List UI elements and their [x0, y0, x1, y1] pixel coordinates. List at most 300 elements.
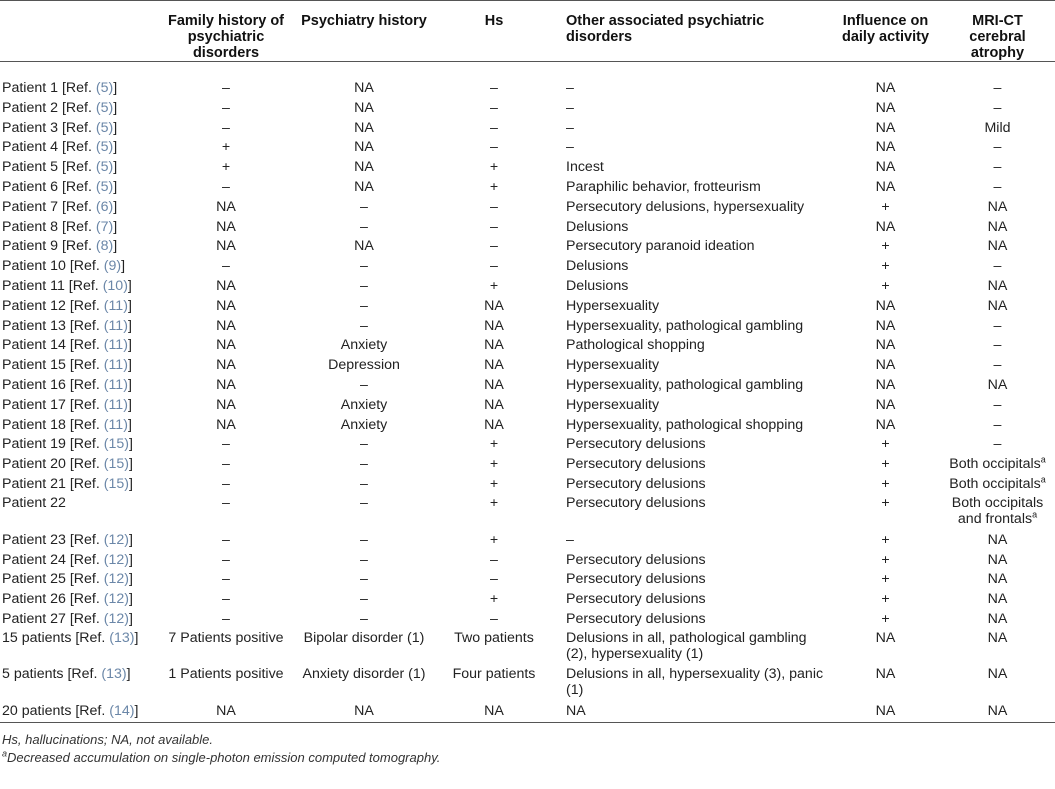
patient-label: Patient 23 [Ref.	[2, 531, 104, 548]
cell-hs-text: –	[490, 551, 498, 568]
cell-psychiatry-history	[294, 198, 434, 218]
table-row	[0, 475, 1055, 495]
cell-hs	[434, 610, 554, 630]
cell-other-disorders	[554, 277, 831, 297]
cell-mri-ct-text: NA	[987, 702, 1008, 719]
cell-other-disorders-text: Persecutory delusions	[566, 591, 706, 608]
table-row	[0, 495, 1055, 531]
cell-other-disorders	[554, 495, 831, 531]
cell-daily-activity-text: +	[881, 258, 890, 275]
reference-link[interactable]: (5)	[95, 80, 114, 96]
cell-daily-activity	[831, 475, 940, 495]
table-row	[0, 317, 1055, 337]
cell-other-disorders-text: Hypersexuality	[566, 297, 660, 314]
cell-mri-ct-text: NA	[987, 277, 1008, 294]
cell-psychiatry-history	[294, 277, 434, 297]
cell-family-history-text: 7 Patients positive	[168, 629, 284, 646]
cell-psychiatry-history-text: NA	[354, 80, 374, 96]
cell-other-disorders-text: Paraphilic behavior, frotteurism	[566, 178, 761, 195]
cell-hs	[434, 119, 554, 139]
patient-label: Patient 17 [Ref.	[2, 396, 104, 413]
cell-patient: Patient 19 [Ref. (15)]	[2, 436, 133, 453]
cell-patient: Patient 1 [Ref. (5)]	[2, 80, 118, 96]
patient-label: 20 patients [Ref.	[2, 702, 110, 719]
cell-psychiatry-history	[294, 356, 434, 376]
reference-link[interactable]: (11)	[103, 317, 128, 334]
cell-hs-text: –	[490, 610, 498, 627]
reference-link[interactable]: (5)	[95, 178, 114, 195]
cell-patient: Patient 16 [Ref. (11)]	[2, 376, 132, 393]
cell-other-disorders	[554, 475, 831, 495]
footnote-marker: a	[1040, 474, 1046, 485]
col-header-psychiatry-history: Psychiatry history	[301, 13, 427, 29]
reference-link[interactable]: (11)	[103, 337, 128, 354]
cell-mri-ct-text: –	[993, 139, 1002, 156]
cell-mri-ct	[940, 435, 1055, 455]
reference-link[interactable]: (8)	[95, 238, 114, 255]
cell-daily-activity	[831, 158, 940, 178]
cell-psychiatry-history-text: NA	[354, 178, 374, 195]
cell-hs-text: +	[489, 178, 499, 195]
cell-other-disorders	[554, 158, 831, 178]
reference-link[interactable]: (11)	[103, 357, 128, 374]
cell-hs	[434, 62, 554, 99]
cell-hs	[434, 237, 554, 257]
cell-psychiatry-history	[294, 376, 434, 396]
cell-psychiatry-history	[294, 158, 434, 178]
table-row	[0, 551, 1055, 571]
cell-psychiatry-history-text: NA	[354, 159, 374, 176]
table-row	[0, 198, 1055, 218]
cell-psychiatry-history-text: NA	[354, 99, 374, 116]
cell-daily-activity-text: NA	[875, 99, 896, 116]
reference-link[interactable]: (5)	[95, 119, 114, 136]
cell-daily-activity-text: NA	[875, 665, 896, 682]
cell-family-history-text: NA	[216, 396, 236, 413]
cell-other-disorders-text: Delusions in all, hypersexuality (3), panic (1)	[566, 665, 824, 698]
cell-psychiatry-history	[294, 590, 434, 610]
cell-family-history	[158, 356, 294, 376]
cell-psychiatry-history	[294, 257, 434, 277]
reference-link[interactable]: (15)	[103, 456, 129, 473]
patient-label: Patient 5 [Ref.	[2, 159, 96, 176]
cell-family-history	[158, 396, 294, 416]
cell-mri-ct	[940, 218, 1055, 238]
patient-label: Patient 1 [Ref.	[2, 80, 96, 96]
cell-daily-activity-text: NA	[875, 317, 896, 334]
patient-label: Patient 15 [Ref.	[2, 357, 104, 374]
cell-psychiatry-history-text: Anxiety	[340, 416, 388, 433]
reference-link[interactable]: (15)	[103, 436, 129, 453]
cell-daily-activity-text: NA	[875, 159, 896, 176]
cell-family-history-text: –	[222, 551, 230, 568]
cell-hs	[434, 495, 554, 531]
cell-psychiatry-history-text: –	[360, 531, 368, 548]
reference-link[interactable]: (5)	[95, 159, 114, 176]
cell-mri-ct-text: NA	[987, 218, 1008, 235]
cell-patient: Patient 8 [Ref. (7)]	[2, 218, 118, 235]
cell-daily-activity	[831, 336, 940, 356]
cell-mri-ct-text: –	[993, 396, 1002, 413]
table-row	[0, 531, 1055, 551]
cell-hs	[434, 666, 554, 702]
table-row	[0, 702, 1055, 722]
cell-hs-text: +	[489, 159, 499, 176]
reference-link[interactable]: (11)	[103, 396, 128, 413]
cell-daily-activity	[831, 62, 940, 99]
cell-psychiatry-history-text: –	[360, 297, 368, 314]
cell-psychiatry-history-text: –	[360, 494, 368, 511]
cell-family-history-text: NA	[216, 376, 236, 393]
cell-mri-ct	[940, 376, 1055, 396]
cell-patient: Patient 18 [Ref. (11)]	[2, 416, 132, 433]
patient-label: Patient 12 [Ref.	[2, 297, 104, 314]
reference-link[interactable]: (11)	[103, 416, 128, 433]
cell-daily-activity-text: NA	[875, 416, 896, 433]
cell-daily-activity-text: NA	[875, 297, 896, 314]
cell-other-disorders	[554, 416, 831, 436]
cell-daily-activity	[831, 376, 940, 396]
cell-psychiatry-history-text: –	[360, 218, 368, 235]
cell-patient: Patient 23 [Ref. (12)]	[2, 531, 133, 548]
cell-daily-activity	[831, 277, 940, 297]
cell-daily-activity	[831, 317, 940, 337]
cell-mri-ct	[940, 570, 1055, 590]
cell-psychiatry-history	[294, 62, 434, 99]
reference-link[interactable]: (12)	[103, 551, 129, 568]
cell-mri-ct	[940, 237, 1055, 257]
table-row	[0, 376, 1055, 396]
cell-psychiatry-history-text: NA	[354, 119, 374, 136]
patient-label: Patient 7 [Ref.	[2, 198, 96, 215]
cell-daily-activity-text: NA	[875, 139, 896, 156]
cell-patient: Patient 21 [Ref. (15)]	[2, 475, 133, 492]
cell-other-disorders-text: Hypersexuality, pathological gambling	[566, 317, 804, 334]
cell-mri-ct-text: NA	[987, 591, 1008, 608]
cell-family-history-text: NA	[216, 297, 236, 314]
cell-other-disorders	[554, 237, 831, 257]
cell-other-disorders-text: Hypersexuality	[566, 357, 660, 374]
cell-psychiatry-history-text: NA	[354, 139, 374, 156]
cell-hs-text: +	[489, 456, 499, 473]
cell-hs-text: –	[490, 218, 498, 235]
cell-family-history	[158, 666, 294, 702]
cell-psychiatry-history	[294, 570, 434, 590]
reference-link[interactable]: (12)	[103, 571, 129, 588]
table-row	[0, 416, 1055, 436]
cell-daily-activity-text: +	[881, 475, 890, 492]
patient-label: Patient 8 [Ref.	[2, 218, 96, 235]
cell-hs-text: –	[490, 80, 498, 96]
table-row	[0, 297, 1055, 317]
col-header-hs: Hs	[484, 13, 504, 29]
cell-other-disorders	[554, 590, 831, 610]
footnote-a-marker: a	[2, 748, 8, 759]
cell-hs	[434, 475, 554, 495]
cell-other-disorders-text: NA	[566, 702, 586, 719]
cell-psychiatry-history	[294, 495, 434, 531]
table-row	[0, 277, 1055, 297]
cell-daily-activity	[831, 590, 940, 610]
cell-mri-ct	[940, 99, 1055, 119]
table-row	[0, 178, 1055, 198]
cell-daily-activity	[831, 198, 940, 218]
cell-family-history-text: –	[222, 80, 230, 96]
cell-family-history	[158, 198, 294, 218]
cell-hs	[434, 376, 554, 396]
cell-daily-activity-text: +	[881, 494, 890, 511]
cell-mri-ct	[940, 702, 1055, 722]
cell-daily-activity-text: +	[881, 436, 890, 453]
cell-psychiatry-history-text: NA	[354, 702, 374, 719]
cell-patient: 5 patients [Ref. (13)]	[2, 665, 131, 682]
cell-family-history-text: +	[221, 159, 231, 176]
cell-patient: Patient 9 [Ref. (8)]	[2, 238, 118, 255]
reference-link[interactable]: (12)	[103, 531, 129, 548]
cell-daily-activity-text: NA	[875, 702, 896, 719]
cell-family-history-text: NA	[216, 357, 236, 374]
table-row	[0, 138, 1055, 158]
patient-label: Patient 18 [Ref.	[2, 416, 104, 433]
cell-other-disorders	[554, 455, 831, 475]
patient-label: Patient 9 [Ref.	[2, 238, 96, 255]
cell-daily-activity	[831, 435, 940, 455]
cell-daily-activity-text: NA	[875, 337, 896, 354]
cell-daily-activity	[831, 99, 940, 119]
cell-hs-text: Four patients	[452, 665, 536, 682]
cell-psychiatry-history	[294, 475, 434, 495]
cell-mri-ct	[940, 158, 1055, 178]
cell-other-disorders	[554, 119, 831, 139]
cell-other-disorders-text: Pathological shopping	[566, 337, 705, 354]
cell-other-disorders	[554, 198, 831, 218]
cell-other-disorders	[554, 297, 831, 317]
reference-link[interactable]: (12)	[103, 610, 129, 627]
reference-link[interactable]: (9)	[103, 258, 122, 275]
cell-daily-activity-text: NA	[875, 178, 896, 195]
cell-family-history	[158, 590, 294, 610]
cell-mri-ct-text: NA	[987, 610, 1008, 627]
cell-mri-ct	[940, 495, 1055, 531]
cell-family-history	[158, 158, 294, 178]
cell-mri-ct-text: Both occipitals and frontals	[951, 494, 1044, 527]
cell-mri-ct-text: –	[993, 258, 1002, 275]
cell-psychiatry-history-text: Anxiety	[340, 337, 388, 354]
cell-hs-text: NA	[484, 357, 504, 374]
patient-label: Patient 26 [Ref.	[2, 591, 104, 608]
cell-psychiatry-history	[294, 317, 434, 337]
cell-psychiatry-history	[294, 178, 434, 198]
cell-mri-ct-text: NA	[987, 297, 1008, 314]
cell-mri-ct	[940, 396, 1055, 416]
cell-patient: Patient 2 [Ref. (5)]	[2, 99, 118, 116]
patient-label: Patient 13 [Ref.	[2, 317, 104, 334]
cell-family-history-text: NA	[216, 198, 236, 215]
cell-patient: 15 patients [Ref. (13)]	[2, 629, 139, 646]
reference-link[interactable]: (13)	[101, 665, 127, 682]
cell-daily-activity	[831, 237, 940, 257]
table-row	[0, 257, 1055, 277]
cell-family-history-text: NA	[216, 416, 236, 433]
reference-link[interactable]: (10)	[102, 277, 128, 294]
cell-daily-activity	[831, 257, 940, 277]
footnote-abbreviations: Hs, hallucinations; NA, not available.	[2, 731, 214, 747]
patient-label: Patient 27 [Ref.	[2, 610, 104, 627]
cell-mri-ct-text: NA	[987, 238, 1008, 255]
cell-hs-text: +	[489, 494, 499, 511]
patient-label: Patient 25 [Ref.	[2, 571, 104, 588]
reference-link[interactable]: (7)	[95, 218, 114, 235]
cell-mri-ct	[940, 356, 1055, 376]
cell-psychiatry-history	[294, 435, 434, 455]
table-row	[0, 119, 1055, 139]
cell-hs	[434, 590, 554, 610]
cell-family-history	[158, 297, 294, 317]
reference-link[interactable]: (12)	[103, 591, 129, 608]
cell-other-disorders	[554, 336, 831, 356]
cell-mri-ct-text: NA	[987, 571, 1008, 588]
cell-daily-activity-text: +	[881, 551, 890, 568]
cell-hs	[434, 297, 554, 317]
cell-psychiatry-history-text: –	[360, 198, 368, 215]
cell-other-disorders-text: Persecutory delusions	[566, 436, 706, 453]
cell-mri-ct	[940, 178, 1055, 198]
table-row	[0, 356, 1055, 376]
cell-hs-text: NA	[484, 297, 504, 314]
cell-daily-activity-text: NA	[875, 218, 896, 235]
cell-hs-text: +	[489, 475, 499, 492]
patient-label: Patient 20 [Ref.	[2, 456, 104, 473]
cell-family-history	[158, 376, 294, 396]
cell-psychiatry-history-text: –	[360, 436, 368, 453]
cell-daily-activity	[831, 531, 940, 551]
cell-other-disorders	[554, 610, 831, 630]
reference-link[interactable]: (11)	[103, 297, 128, 314]
cell-other-disorders	[554, 630, 831, 666]
cell-patient: 20 patients [Ref. (14)]	[2, 702, 139, 719]
cell-other-disorders-text: Persecutory paranoid ideation	[566, 238, 755, 255]
cell-family-history-text: –	[222, 178, 230, 195]
reference-link[interactable]: (6)	[95, 198, 114, 215]
cell-patient: Patient 26 [Ref. (12)]	[2, 591, 133, 608]
reference-link[interactable]: (13)	[109, 629, 135, 646]
cell-family-history	[158, 119, 294, 139]
table-row	[0, 237, 1055, 257]
cell-family-history-text: –	[222, 475, 230, 492]
cell-other-disorders	[554, 317, 831, 337]
cell-patient: Patient 17 [Ref. (11)]	[2, 396, 132, 413]
cell-hs	[434, 99, 554, 119]
patient-label: Patient 3 [Ref.	[2, 119, 96, 136]
cell-patient: Patient 7 [Ref. (6)]	[2, 198, 118, 215]
cell-family-history-text: NA	[216, 277, 236, 294]
reference-link[interactable]: (5)	[95, 99, 114, 116]
cell-family-history-text: –	[222, 571, 230, 588]
cell-daily-activity-text: +	[881, 456, 890, 473]
cell-family-history	[158, 610, 294, 630]
cell-family-history	[158, 416, 294, 436]
table-row	[0, 630, 1055, 666]
reference-link[interactable]: (11)	[103, 376, 128, 393]
cell-patient	[0, 495, 158, 531]
cell-other-disorders-text: Persecutory delusions	[566, 494, 706, 511]
table-row	[0, 610, 1055, 630]
cell-daily-activity	[831, 416, 940, 436]
cell-patient: Patient 25 [Ref. (12)]	[2, 571, 133, 588]
cell-mri-ct	[940, 138, 1055, 158]
cell-daily-activity-text: NA	[875, 396, 896, 413]
cell-mri-ct	[940, 531, 1055, 551]
cell-patient: Patient 4 [Ref. (5)]	[2, 139, 118, 156]
cell-mri-ct-text: –	[993, 99, 1002, 116]
table-row	[0, 455, 1055, 475]
cell-family-history	[158, 551, 294, 571]
reference-link[interactable]: (15)	[103, 475, 129, 492]
cell-psychiatry-history	[294, 702, 434, 722]
cell-daily-activity-text: NA	[875, 80, 896, 96]
cell-daily-activity-text: +	[881, 591, 890, 608]
cell-other-disorders-text: Persecutory delusions	[566, 551, 706, 568]
cell-family-history-text: –	[222, 436, 230, 453]
cell-daily-activity	[831, 455, 940, 475]
cell-mri-ct-text: –	[993, 436, 1002, 453]
cell-family-history-text: NA	[216, 218, 236, 235]
cell-hs-text: +	[489, 591, 499, 608]
cell-other-disorders	[554, 666, 831, 702]
cell-other-disorders-text: Hypersexuality, pathological gambling	[566, 376, 804, 393]
col-header-family-history: Family history of psychiatric disorders	[167, 13, 285, 61]
table-row	[0, 396, 1055, 416]
reference-link[interactable]: (14)	[109, 702, 135, 719]
cell-patient: Patient 14 [Ref. (11)]	[2, 337, 132, 354]
reference-link[interactable]: (5)	[95, 139, 114, 156]
cell-patient: Patient 13 [Ref. (11)]	[2, 317, 132, 334]
patient-label: Patient 4 [Ref.	[2, 139, 96, 156]
cell-mri-ct-text: –	[993, 357, 1002, 374]
cell-other-disorders-text: –	[566, 99, 574, 116]
col-header-daily-activity: Influence on daily activity	[841, 13, 930, 45]
cell-patient: Patient 6 [Ref. (5)]	[2, 178, 118, 195]
cell-daily-activity	[831, 178, 940, 198]
cell-hs-text: –	[490, 198, 498, 215]
cell-hs-text: –	[490, 139, 498, 156]
cell-hs	[434, 455, 554, 475]
cell-patient: Patient 27 [Ref. (12)]	[2, 610, 133, 627]
cell-patient: Patient 5 [Ref. (5)]	[2, 159, 118, 176]
cell-mri-ct	[940, 257, 1055, 277]
cell-hs-text: NA	[484, 376, 504, 393]
cell-daily-activity	[831, 356, 940, 376]
cell-psychiatry-history-text: –	[360, 610, 368, 627]
cell-other-disorders-text: Incest	[566, 159, 604, 176]
table-row	[0, 336, 1055, 356]
cell-psychiatry-history-text: Depression	[328, 357, 400, 374]
cell-daily-activity	[831, 396, 940, 416]
cell-hs-text: –	[490, 119, 498, 136]
cell-hs-text: –	[490, 571, 498, 588]
cell-hs-text: NA	[484, 396, 504, 413]
patient-label: 5 patients [Ref.	[2, 665, 102, 682]
cell-family-history	[158, 475, 294, 495]
cell-psychiatry-history-text: –	[360, 258, 368, 275]
cell-family-history	[158, 62, 294, 99]
cell-hs	[434, 570, 554, 590]
cell-patient: Patient 10 [Ref. (9)]	[2, 258, 126, 275]
cell-family-history-text: –	[222, 258, 230, 275]
cell-daily-activity-text: NA	[875, 357, 896, 374]
cell-daily-activity-text: NA	[875, 629, 896, 646]
footnote-a	[0, 749, 1055, 767]
